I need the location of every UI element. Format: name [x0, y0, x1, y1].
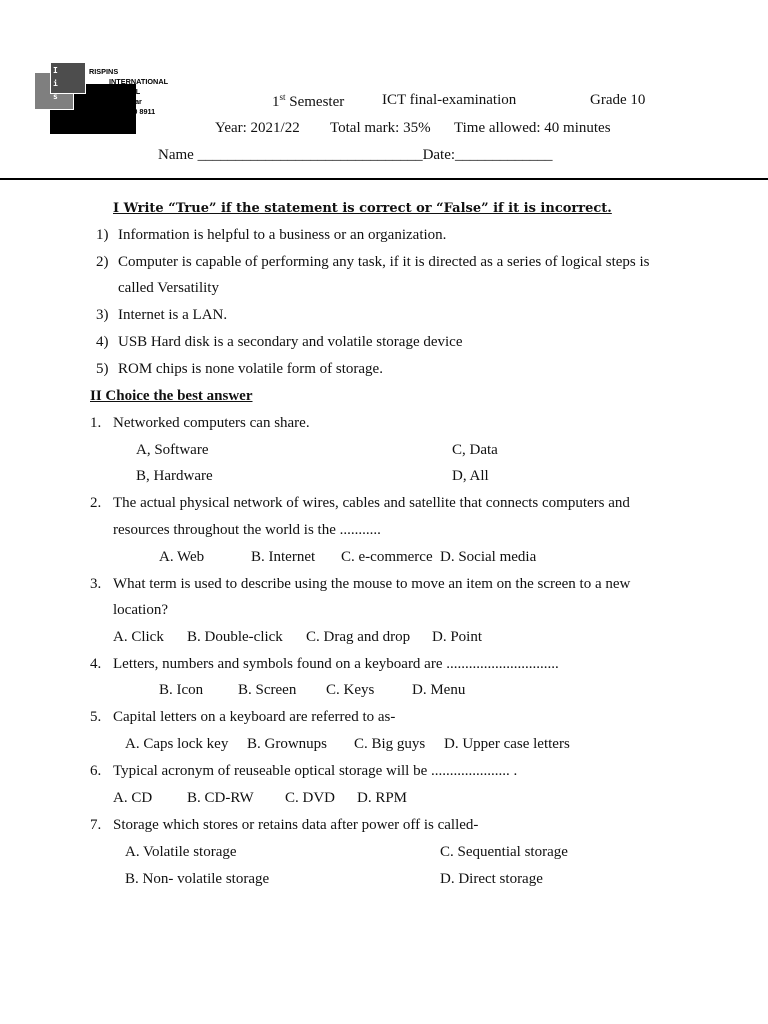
part1-item-num: 1): [96, 227, 109, 243]
question-num: 2.: [90, 495, 102, 511]
answer-option: A. CD: [113, 790, 153, 806]
question-num: 6.: [90, 763, 102, 779]
question-text: Typical acronym of reuseable optical storage will be ..................... .: [113, 763, 518, 779]
answer-option: D. Point: [432, 629, 483, 645]
answer-option: B. Double-click: [187, 629, 283, 645]
question-num: 1.: [90, 415, 102, 431]
answer-option: C. Drag and drop: [306, 629, 411, 645]
answer-option: B. Internet: [251, 549, 316, 565]
part1-item-num: 5): [96, 361, 109, 377]
answer-option: D. Upper case letters: [444, 736, 570, 752]
answer-option: D, All: [452, 468, 489, 484]
semester-label: 1st Semester: [272, 92, 345, 110]
question-num: 5.: [90, 709, 102, 725]
school-logo: [34, 62, 184, 134]
total-mark-label: Total mark: 35%: [330, 120, 431, 136]
part1-item-text: Information is helpful to a business or an organization.: [118, 227, 447, 243]
logo-letter: i: [53, 79, 58, 88]
part1-title: I Write “True” if the statement is correct or “False” if it is incorrect.: [113, 201, 612, 216]
answer-option: B. Non- volatile storage: [125, 871, 270, 887]
answer-option: B. CD-RW: [187, 790, 254, 806]
answer-option: B. Grownups: [247, 736, 328, 752]
answer-option: B. Screen: [238, 682, 297, 698]
question-text-cont: location?: [113, 602, 168, 618]
part1-item-text: Internet is a LAN.: [118, 307, 228, 323]
part1-item-text: USB Hard disk is a secondary and volatile storage device: [118, 334, 463, 350]
answer-option: B. Icon: [159, 682, 204, 698]
answer-option: A. Caps lock key: [125, 736, 229, 752]
question-text: The actual physical network of wires, cables and satellite that connects computers and: [113, 495, 630, 511]
school-phone: 058 220 8911: [111, 107, 156, 116]
school-name-line1: RISPINS: [89, 67, 119, 76]
part1-item-text: Computer is capable of performing any task, if it is directed as a series of logical steps is: [118, 254, 650, 270]
part1-item-num: 2): [96, 254, 109, 270]
part1-item-num: 4): [96, 334, 109, 350]
answer-option: C. Keys: [326, 682, 375, 698]
name-date-line: Name ______________________________Date:_____________: [158, 147, 553, 163]
answer-option: A. Web: [159, 549, 205, 565]
school-name-line3: SCHOOL: [109, 87, 141, 96]
logo-letter: I: [53, 66, 58, 75]
part1-item-text: ROM chips is none volatile form of storage.: [118, 361, 383, 377]
answer-option: C. Sequential storage: [440, 844, 568, 860]
question-text: Storage which stores or retains data after power off is called-: [113, 817, 479, 833]
school-city: Bahir Dar: [109, 97, 142, 106]
answer-option: D. RPM: [357, 790, 408, 806]
question-num: 3.: [90, 576, 102, 592]
answer-option: A. Click: [113, 629, 164, 645]
answer-option: A. Volatile storage: [125, 844, 237, 860]
answer-option: C. DVD: [285, 790, 336, 806]
answer-option: D. Menu: [412, 682, 466, 698]
year-label: Year: 2021/22: [215, 120, 300, 136]
question-num: 4.: [90, 656, 102, 672]
answer-option: C, Data: [452, 442, 498, 458]
time-allowed-label: Time allowed: 40 minutes: [454, 120, 611, 136]
answer-option: A, Software: [136, 442, 209, 458]
header-divider: [0, 178, 768, 180]
logo-letter: s: [53, 92, 58, 101]
question-text: What term is used to describe using the mouse to move an item on the screen to a new: [113, 576, 631, 592]
exam-title: ICT final-examination: [382, 92, 517, 108]
school-name-line2: INTERNATIONAL: [109, 77, 169, 86]
answer-option: D. Social media: [440, 549, 537, 565]
question-text: Networked computers can share.: [113, 415, 310, 431]
grade-label: Grade 10: [590, 92, 646, 108]
part1-item-num: 3): [96, 307, 109, 323]
part1-item-text-cont: called Versatility: [118, 280, 219, 296]
question-text-cont: resources throughout the world is the ...........: [113, 522, 381, 538]
question-num: 7.: [90, 817, 102, 833]
answer-option: B, Hardware: [136, 468, 213, 484]
question-text: Capital letters on a keyboard are referred to as-: [113, 709, 396, 725]
answer-option: C. e-commerce: [341, 549, 433, 565]
question-text: Letters, numbers and symbols found on a keyboard are ..............................: [113, 656, 559, 672]
answer-option: D. Direct storage: [440, 871, 543, 887]
answer-option: C. Big guys: [354, 736, 426, 752]
part2-title: II Choice the best answer: [90, 388, 253, 404]
